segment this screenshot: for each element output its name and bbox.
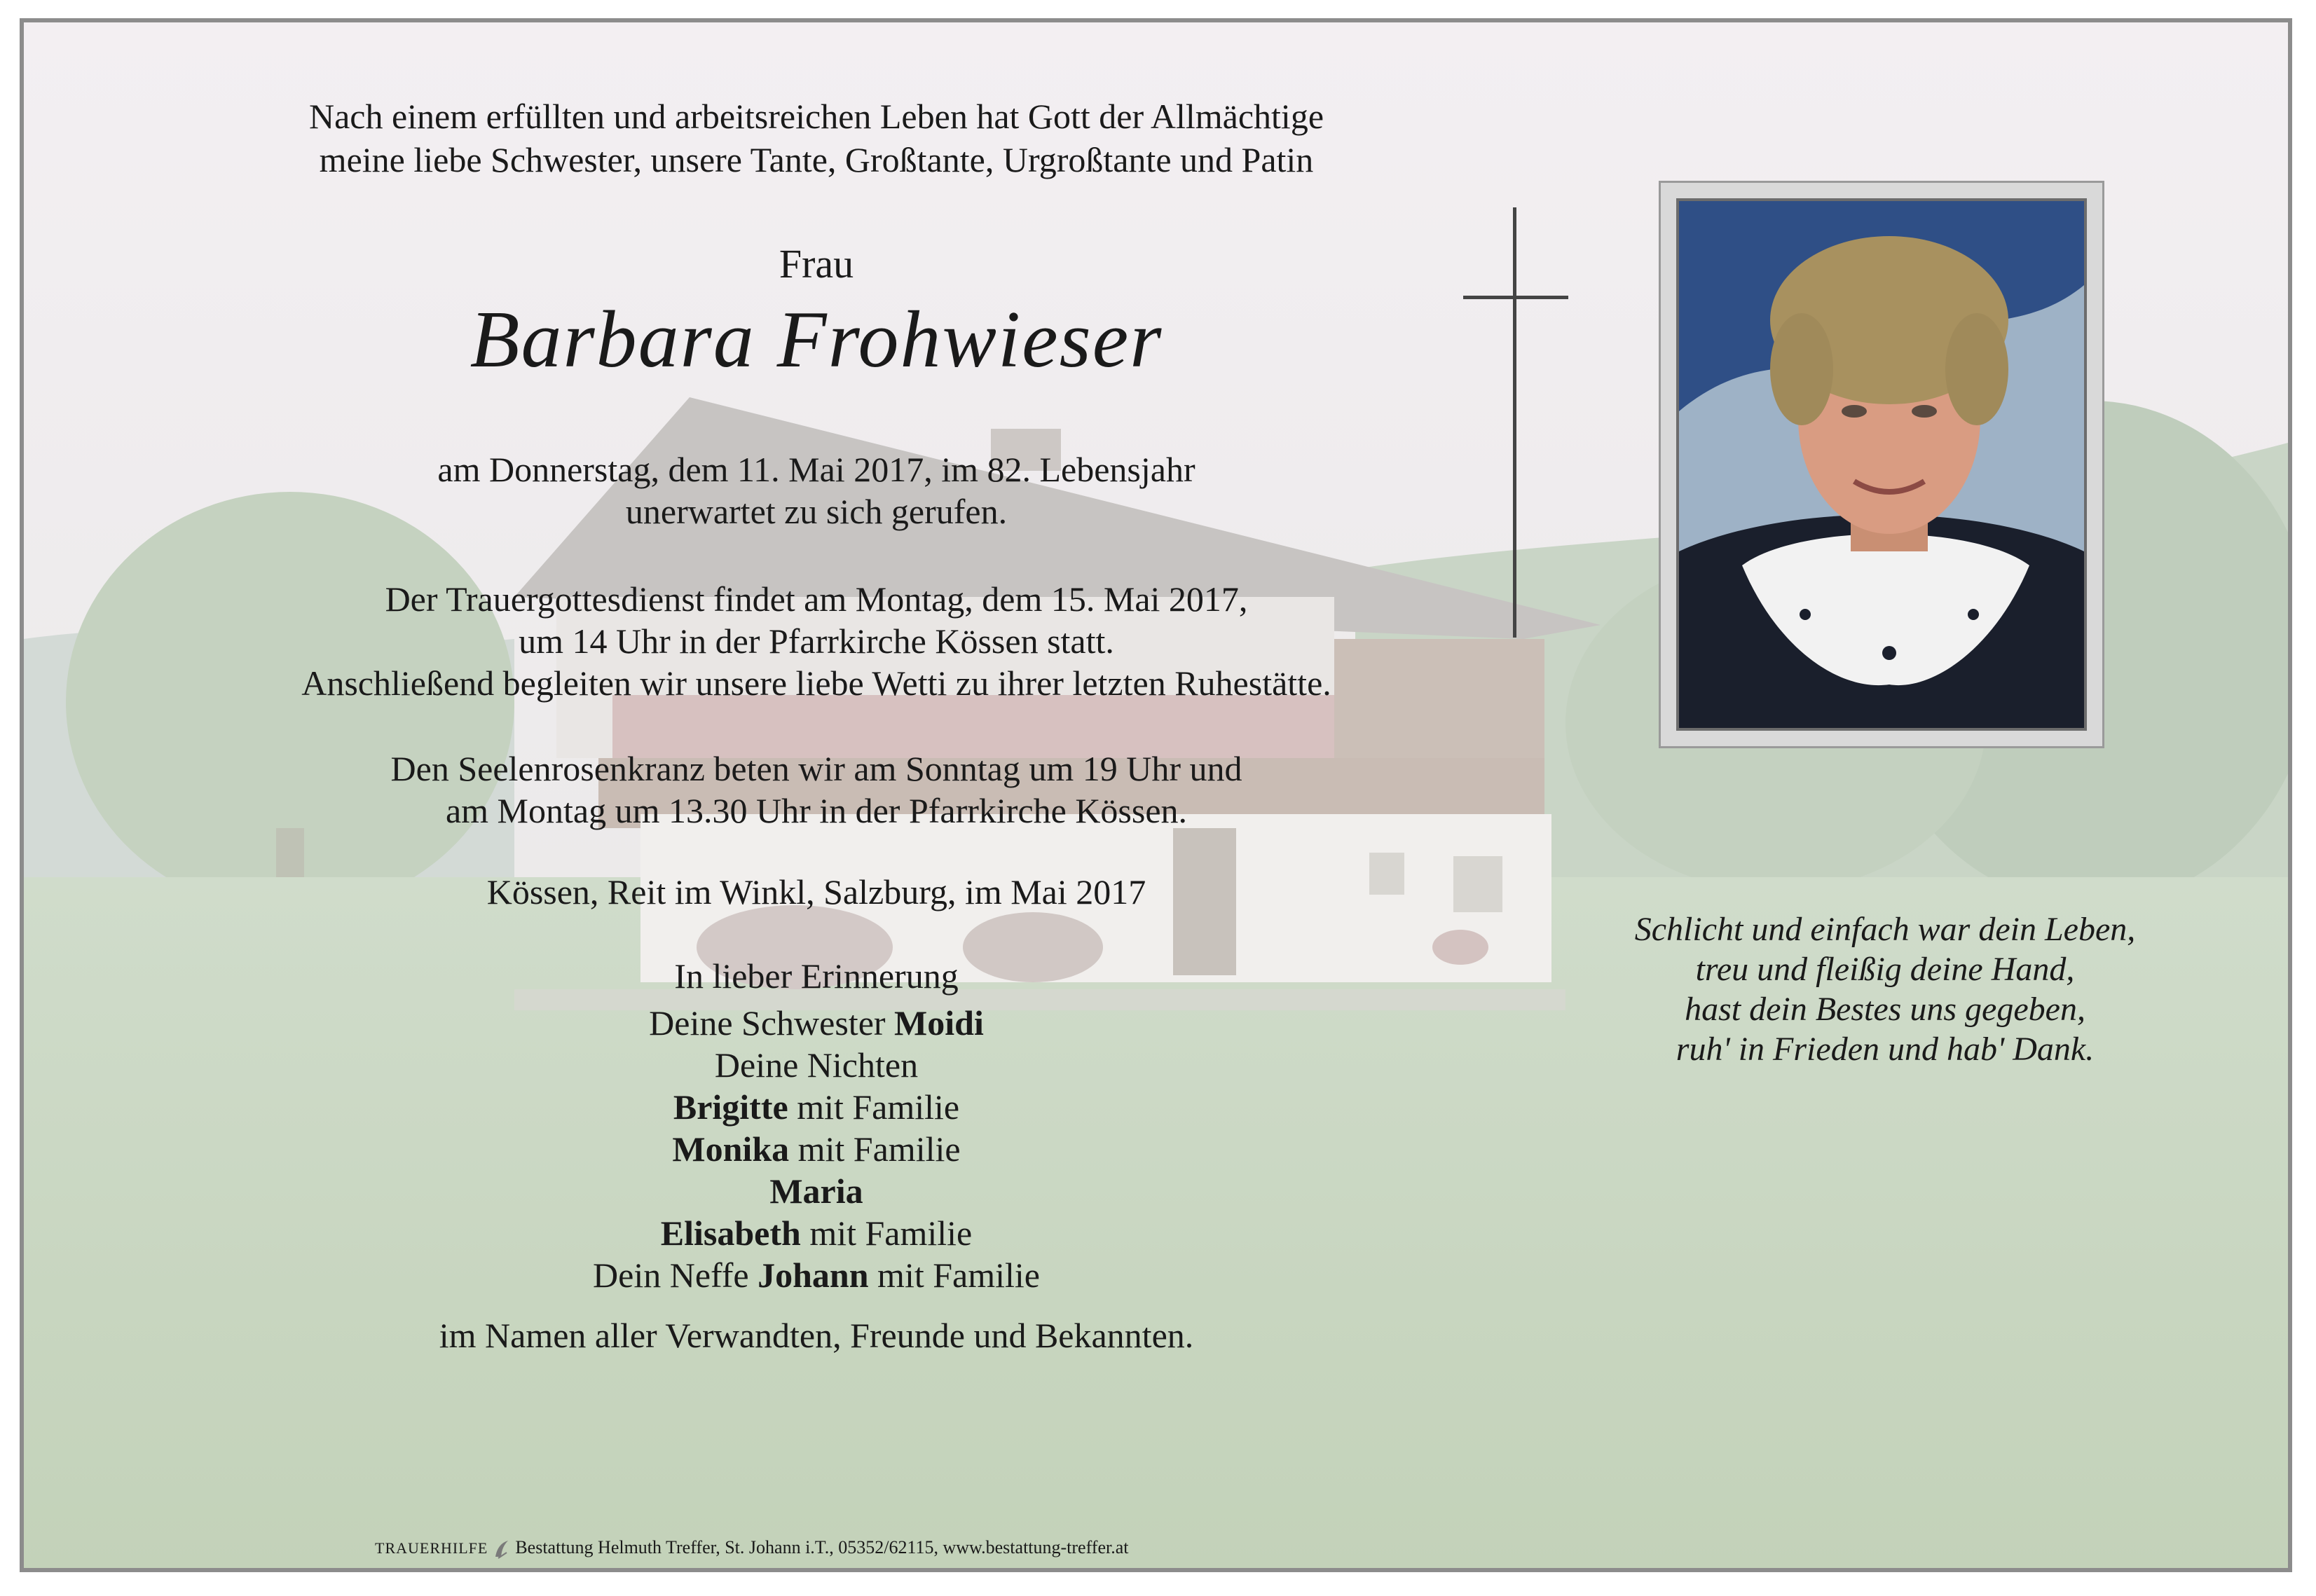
mourner-niece	[182, 1170, 1451, 1212]
death-notice	[182, 448, 1451, 532]
rosary-notice	[182, 748, 1451, 832]
verse-line: treu und fleißig deine Hand,	[1695, 951, 2075, 988]
funeral-home-footer	[375, 1537, 1128, 1560]
intro-text	[182, 95, 1451, 181]
portrait-photo	[1676, 198, 2087, 731]
mourner-name: Moidi	[894, 1003, 984, 1043]
mourner-nephew	[182, 1254, 1451, 1296]
mourner-suffix: mit Familie	[800, 1213, 973, 1253]
mourner-name: Maria	[769, 1171, 863, 1211]
salutation: Frau	[779, 241, 854, 287]
mourner-name: Brigitte	[673, 1087, 788, 1127]
memorial-verse	[1577, 909, 2193, 1069]
verse-line: Schlicht und einfach war dein Leben,	[1634, 911, 2136, 948]
funeral-service	[182, 578, 1451, 704]
verse-line: ruh' in Frieden und hab' Dank.	[1676, 1031, 2095, 1068]
portrait-frame	[1659, 181, 2104, 748]
verse-line: hast dein Bestes uns gegeben,	[1685, 991, 2085, 1028]
deceased-name: Barbara Frohwieser	[470, 295, 1163, 385]
mourner-sister	[182, 1002, 1451, 1044]
place-date: Kössen, Reit im Winkl, Salzburg, im Mai 2017	[486, 872, 1146, 911]
intro-line: Nach einem erfüllten und arbeitsreichen Leben hat Gott der Allmächtige	[308, 97, 1324, 136]
mourner-suffix: mit Familie	[789, 1129, 961, 1169]
remembrance-heading: In lieber Erinnerung	[674, 956, 959, 996]
death-line: am Donnerstag, dem 11. Mai 2017, im 82. Lebensjahr	[437, 450, 1195, 489]
cross-icon	[1513, 207, 1516, 638]
nieces-label: Deine Nichten	[714, 1045, 919, 1085]
mourner-prefix: Deine Schwester	[649, 1003, 895, 1043]
mourner-name: Elisabeth	[660, 1213, 801, 1253]
service-line: Anschließend begleiten wir unsere liebe Wetti zu ihrer letzten Ruhestätte.	[301, 663, 1331, 703]
service-line: um 14 Uhr in der Pfarrkirche Kössen statt.	[519, 621, 1114, 661]
rosary-line: Den Seelenrosenkranz beten wir am Sonntag um 19 Uhr und	[390, 749, 1242, 788]
mourner-name: Johann	[758, 1256, 869, 1295]
footer-text: Bestattung Helmuth Treffer, St. Johann i.T., 05352/62115, www.bestattung-treffer.at	[515, 1537, 1129, 1557]
mourner-name: Monika	[672, 1129, 790, 1169]
mourner-suffix: mit Familie	[868, 1256, 1040, 1295]
closing-line: im Namen aller Verwandten, Freunde und Bekannten.	[439, 1316, 1194, 1355]
death-line: unerwartet zu sich gerufen.	[625, 492, 1008, 531]
mourner-suffix: mit Familie	[788, 1087, 960, 1127]
cross-icon-bar	[1463, 296, 1568, 299]
rosary-line: am Montag um 13.30 Uhr in der Pfarrkirche Kössen.	[445, 791, 1188, 830]
mourner-niece	[182, 1086, 1451, 1128]
footer-brand: TRAUERHILFE	[375, 1539, 488, 1557]
mourners-list	[182, 1002, 1451, 1296]
mourner-niece	[182, 1212, 1451, 1254]
mourner-niece	[182, 1128, 1451, 1170]
trauerhilfe-logo-icon	[493, 1539, 511, 1560]
intro-line: meine liebe Schwester, unsere Tante, Großtante, Urgroßtante und Patin	[319, 140, 1314, 179]
mourner-prefix: Dein Neffe	[593, 1256, 758, 1295]
service-line: Der Trauergottesdienst findet am Montag, dem 15. Mai 2017,	[385, 579, 1248, 619]
